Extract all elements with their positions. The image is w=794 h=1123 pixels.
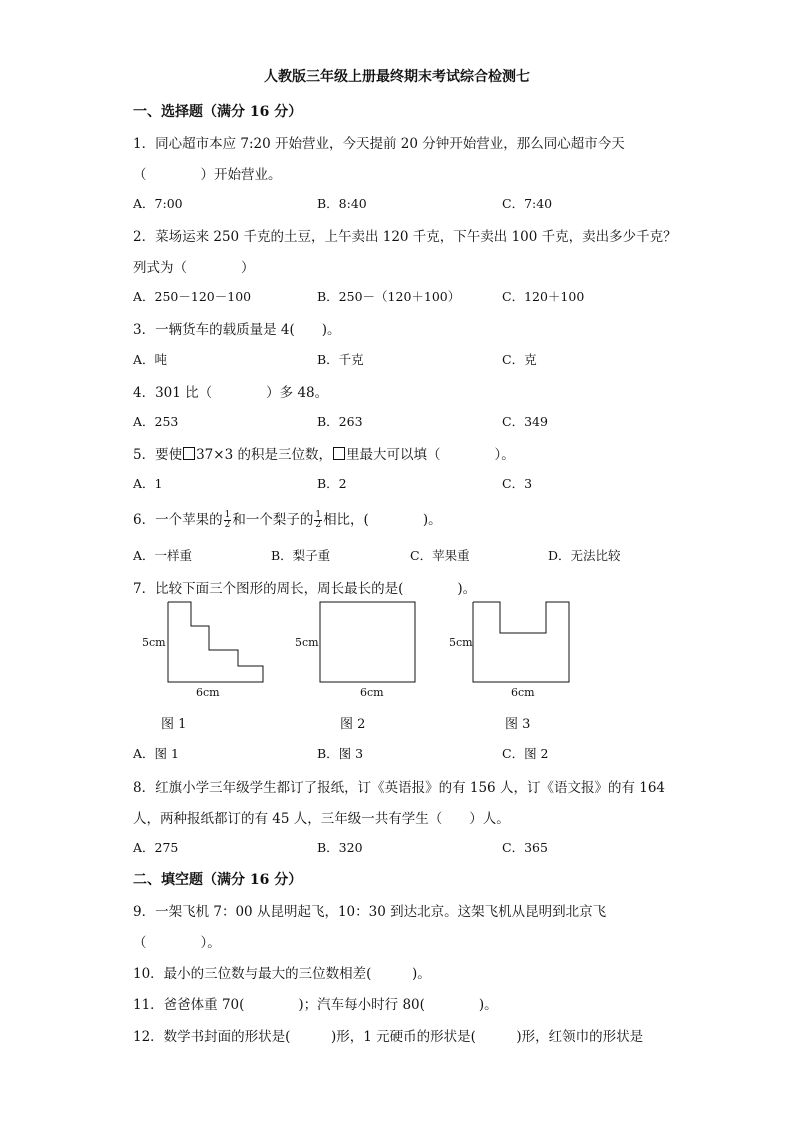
option-3b[interactable]: B．千克 [317, 352, 364, 367]
figure-2-rectangle [320, 602, 415, 682]
question-9-text-cont: （ ）。 [133, 935, 221, 951]
question-1-text: 1．同心超市本应 7:20 开始营业，今天提前 20 分钟开始营业，那么同心超市今天 [133, 136, 625, 152]
figure-1-side-label: 5cm [142, 636, 166, 649]
fraction-numerator: 1 [315, 510, 322, 520]
blank-box-icon [333, 447, 345, 460]
option-4a[interactable]: A．253 [133, 414, 179, 429]
option-2b[interactable]: B．250－（120＋100） [317, 289, 461, 304]
option-4b[interactable]: B．263 [317, 414, 363, 429]
figure-3-u-shape [473, 602, 569, 682]
figure-3-caption: 图 3 [505, 717, 531, 732]
option-8a[interactable]: A．275 [133, 840, 179, 855]
figure-1-staircase [168, 602, 263, 682]
question-5-post: 里最大可以填（ ）。 [345, 447, 515, 463]
option-2c[interactable]: C．120＋100 [502, 289, 585, 304]
option-5b[interactable]: B．2 [317, 476, 347, 491]
figure-2-caption: 图 2 [340, 717, 366, 732]
question-8-text: 8．红旗小学三年级学生都订了报纸，订《英语报》的有 156 人，订《语文报》的有 164 [133, 780, 665, 796]
question-3-text: 3．一辆货车的载质量是 4( )。 [133, 322, 341, 338]
question-5-mid: 37×3 的积是三位数， [196, 447, 332, 463]
figure-2-bottom-label: 6cm [360, 686, 384, 699]
option-7c[interactable]: C．图 2 [502, 746, 549, 761]
section-heading-fill: 二、填空题（满分 16 分） [133, 872, 303, 888]
blank-box-icon [183, 447, 195, 460]
question-10-text: 10．最小的三位数与最大的三位数相差( )。 [133, 966, 431, 982]
question-6-post: 相比，( )。 [323, 512, 442, 528]
question-7-text: 7．比较下面三个图形的周长，周长最长的是( )。 [133, 581, 477, 597]
option-6b[interactable]: B．梨子重 [271, 548, 331, 563]
question-6-pre: 6．一个苹果的 [133, 512, 223, 528]
fraction-half [224, 511, 232, 530]
question-9-text: 9．一架飞机 7：00 从昆明起飞，10：30 到达北京。这架飞机从昆明到北京飞 [133, 904, 607, 920]
option-2a[interactable]: A．250－120－100 [133, 289, 252, 304]
option-8c[interactable]: C．365 [502, 840, 548, 855]
figure-3-side-label: 5cm [449, 636, 473, 649]
question-1-text-cont: （ ）开始营业。 [133, 167, 282, 183]
option-1c[interactable]: C．7:40 [502, 196, 553, 211]
option-1b[interactable]: B．8:40 [317, 196, 367, 211]
option-3c[interactable]: C．克 [502, 352, 537, 367]
section-heading-choice: 一、选择题（满分 16 分） [133, 104, 303, 120]
question-5-text [133, 443, 515, 463]
option-5c[interactable]: C．3 [502, 476, 533, 491]
option-1a[interactable]: A．7:00 [133, 196, 183, 211]
option-4c[interactable]: C．349 [502, 414, 548, 429]
option-3a[interactable]: A．吨 [133, 352, 168, 367]
question-4-text: 4．301 比（ ）多 48。 [133, 385, 329, 401]
option-7b[interactable]: B．图 3 [317, 746, 364, 761]
fraction-half [314, 511, 322, 530]
fraction-numerator: 1 [224, 510, 231, 520]
question-6-text [133, 508, 442, 530]
option-8b[interactable]: B．320 [317, 840, 363, 855]
fraction-denominator: 2 [224, 520, 231, 530]
question-2-text: 2．菜场运来 250 千克的土豆，上午卖出 120 千克，下午卖出 100 千克，卖出多少千克？ [133, 229, 677, 245]
option-6a[interactable]: A．一样重 [133, 548, 193, 563]
figure-1-bottom-label: 6cm [196, 686, 220, 699]
question-8-text-cont: 人，两种报纸都订的有 45 人，三年级一共有学生（ ）人。 [133, 811, 510, 827]
question-2-text-cont: 列式为（ ） [133, 260, 255, 276]
question-6-mid: 和一个梨子的 [232, 512, 314, 528]
question-12-text: 12．数学书封面的形状是( )形，1 元硬币的形状是( )形，红领巾的形状是 [133, 1029, 644, 1045]
figure-3-bottom-label: 6cm [511, 686, 535, 699]
question-5-pre: 5．要使 [133, 447, 183, 463]
fraction-denominator: 2 [315, 520, 322, 530]
option-5a[interactable]: A．1 [133, 476, 163, 491]
option-7a[interactable]: A．图 1 [133, 746, 179, 761]
figure-2-side-label: 5cm [295, 636, 319, 649]
figure-1-caption: 图 1 [161, 717, 187, 732]
option-6d[interactable]: D．无法比较 [548, 548, 621, 563]
question-11-text: 11．爸爸体重 70( )；汽车每小时行 80( )。 [133, 997, 498, 1013]
page-title: 人教版三年级上册最终期末考试综合检测七 [264, 69, 530, 85]
option-6c[interactable]: C．苹果重 [410, 548, 470, 563]
